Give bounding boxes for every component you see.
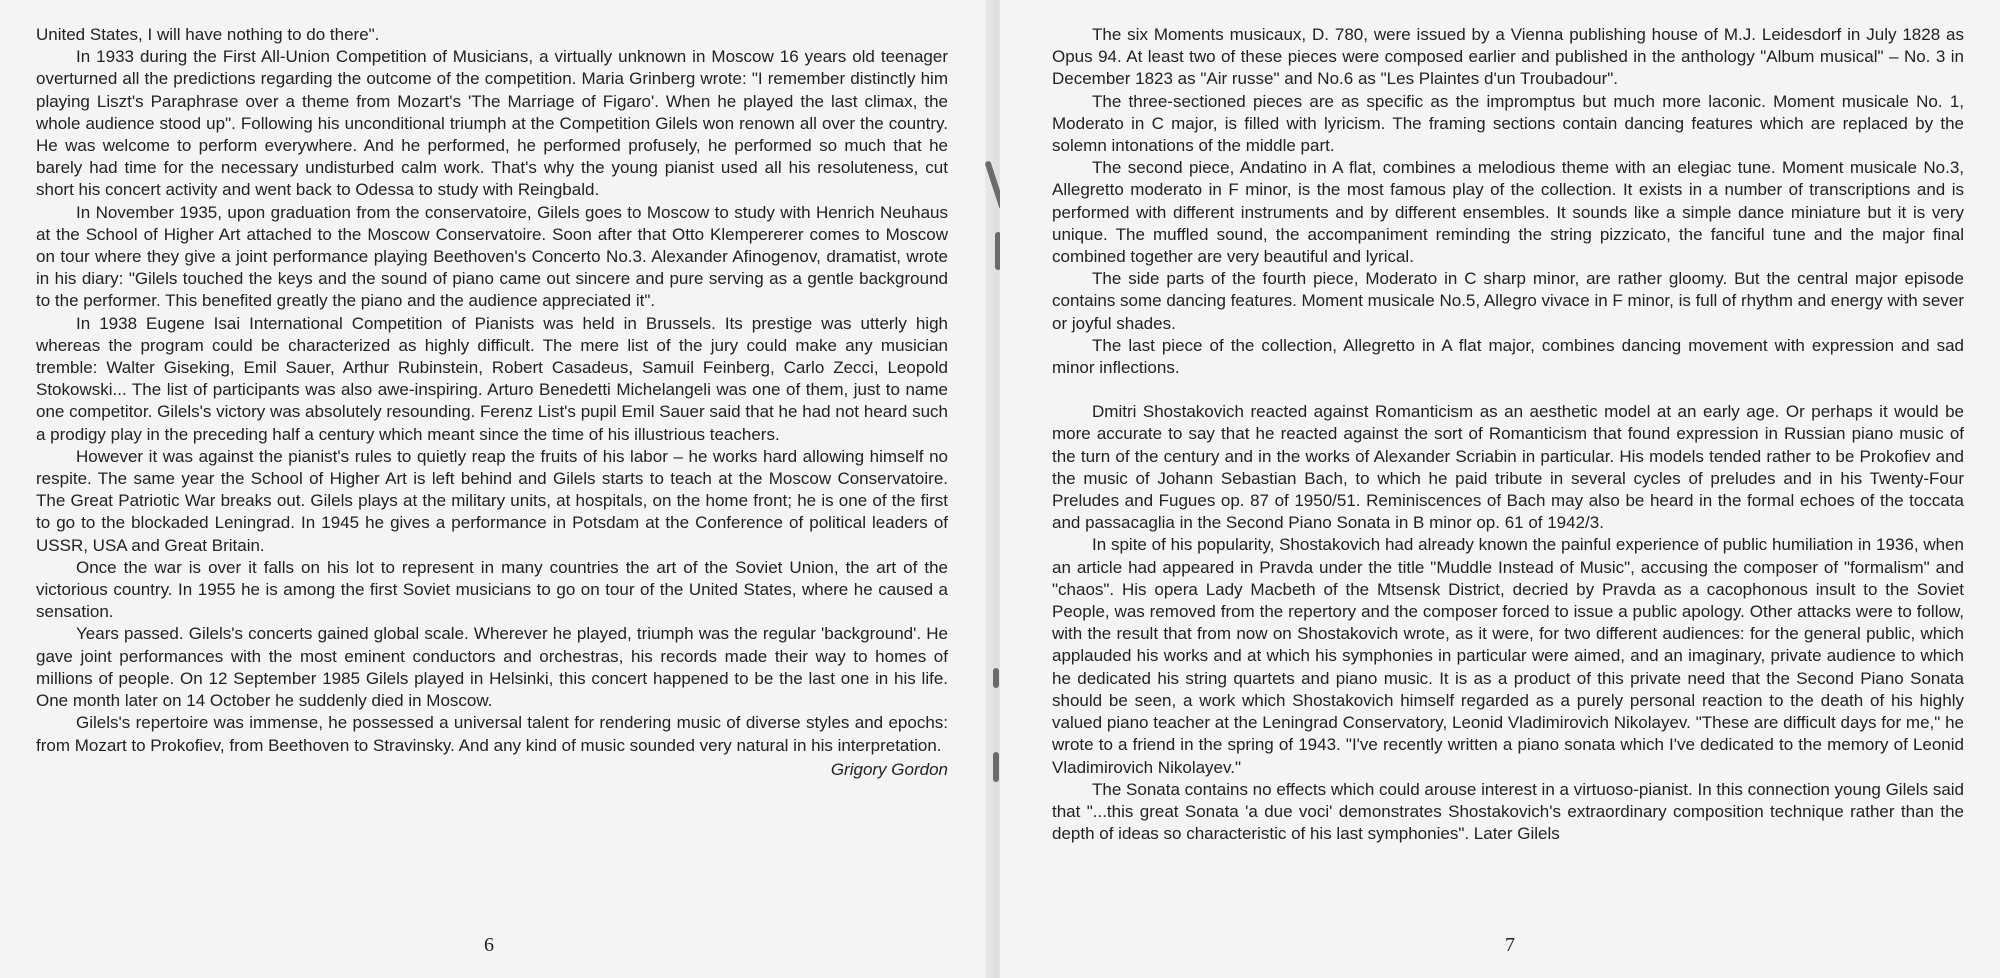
paragraph: However it was against the pianist's rules to quietly reap the fruits of his labor – he works hard allowing himself no respite. The same year the School of Higher Art is left behind and Gilels starts to teach at the Moscow Conservatoire. The Great Patriotic War breaks out. Gilels plays at the military units, at hospitals, on the home front; he is one of the first to go to the blockaded Leningrad. In 1945 he gives a performance in Potsdam at the Conference of political leaders of USSR, USA and Great Britain. <box>36 446 948 555</box>
paragraph: The last piece of the collection, Allegretto in A flat major, combines dancing movement with expression and sad minor inflections. <box>1052 335 1964 378</box>
author-signature: Grigory Gordon <box>830 759 948 779</box>
paragraph: In spite of his popularity, Shostakovich had already known the painful experience of public humiliation in 1936, when an article had appeared in Pravda under the title "Muddle Instead of Music", accusing the composer of "formalism" and "chaos". His opera Lady Macbeth of the Mtsensk District, decried by Pravda as a cacophonous insult to the Soviet People, was removed from the repertory and the composer forced to issue a public apology. Other attacks were to follow, with the result that from now on Shostakovich wrote, as it were, for two different audiences: for the general public, which applauded his works and at which his symphonies in particular were aimed, and an imaginary, private audience to which he dedicated his string quartets and piano music. It is as a product of this private need that the Second Piano Sonata should be seen, a work which Shostakovich himself regarded as a purely personal reaction to the death of his highly valued piano teacher at the Leningrad Conservatory, Leonid Vladimirovich Nikolayev. "These are difficult days for me," he wrote to a friend in the spring of 1943. "I've recently written a piano sonata which I've dedicated to the memory of Leonid Vladimirovich Nikolayev." <box>1052 535 1964 777</box>
paragraph: Dmitri Shostakovich reacted against Romanticism as an aesthetic model at an early age. Or perhaps it would be more accurate to say that he reacted against the sort of Romanticism that found expression in Russian piano music of the turn of the century and in the works of Alexander Scriabin in particular. His models tended rather to be Prokofiev and the music of Johann Sebastian Bach, to which he paid tribute in several cycles of preludes and in his Twenty-Four Preludes and Fugues op. 87 of 1950/51. Reminiscences of Bach may also be heard in the formal echoes of the toccata and passacaglia in the Second Piano Sonata in B minor op. 61 of 1942/3. <box>1052 402 1964 533</box>
paragraph: The six Moments musicaux, D. 780, were issued by a Vienna publishing house of M.J. Leidesdorf in July 1828 as Opus 94. At least two of these pieces were composed earlier and published in the anthology "Album musical" – No. 3 in December 1823 as "Air russe" and No.6 as "Les Plaintes d'un Troubadour". <box>1052 25 1964 89</box>
paragraph: In November 1935, upon graduation from the conservatoire, Gilels goes to Moscow to study with Henrich Neuhaus at the School of Higher Art attached to the Moscow Conservatoire. Soon after that Otto Klempererer comes to Moscow on tour where they give a joint performance playing Beethoven's Concerto No.3. Alexander Afinogenov, dramatist, wrote in his diary: "Gilels touched the keys and the sound of piano came out sincere and pure serving as a gentle background to the performer. This benefited greatly the piano and the audience appreciated it". <box>36 202 948 311</box>
staple <box>993 668 999 688</box>
paragraph: The Sonata contains no effects which could arouse interest in a virtuoso-pianist. In this connection young Gilels said that "...this great Sonata 'a due voci' demonstrates Shostakovich's extraordinary composition technique rather than the depth of ideas so characteristic of his last symphonies". Later Gilels <box>1052 779 1964 844</box>
left-page-text <box>36 24 948 781</box>
staple <box>993 752 999 782</box>
page-number: 6 <box>484 934 494 956</box>
paragraph: The side parts of the fourth piece, Moderato in C sharp minor, are rather gloomy. But the central major episode contains some dancing features. Moment musicale No.5, Allegro vivace in F minor, is full of rhythm and energy with sever or joyful shades. <box>1052 269 1964 333</box>
paragraph: In 1938 Eugene Isai International Competition of Pianists was held in Brussels. Its prestige was utterly high whereas the program could be characterized as highly difficult. The mere list of the jury could make any musician tremble: Walter Giseking, Emil Sauer, Arthur Rubinstein, Robert Casadeus, Samuil Feinberg, Carlo Zecci, Leopold Stokowski... The list of participants was also awe-inspiring. Arturo Benedetti Michelangeli was one of them, just to name one competitor. Gilels's victory was absolutely resounding. Ferenz List's pupil Emil Sauer said that he had not heard such a prodigy play in the preceding half a century which meant since the time of his illustrious teachers. <box>36 313 948 444</box>
paragraph: Gilels's repertoire was immense, he possessed a universal talent for rendering music of diverse styles and epochs: from Mozart to Prokofiev, from Beethoven to Stravinsky. And any kind of music sounded very natural in his interpretation. <box>36 713 948 755</box>
paragraph: Years passed. Gilels's concerts gained global scale. Wherever he played, triumph was the regular 'background'. He gave joint performances with the most eminent conductors and orchestras, his records made their way to homes of millions of people. On 12 September 1985 Gilels played in Helsinki, this concert happened to be the last one in his life. One month later on 14 October he suddenly died in Moscow. <box>36 624 948 711</box>
right-page <box>1000 0 2000 978</box>
paragraph: The three-sectioned pieces are as specific as the impromptus but much more laconic. Moment musicale No. 1, Moderato in C major, is filled with lyricism. The framing sections contain dancing features which are replaced by the solemn intonations of the middle part. <box>1052 91 1964 156</box>
right-page-text <box>1052 24 1964 845</box>
paragraph: In 1933 during the First All-Union Competition of Musicians, a virtually unknown in Moscow 16 years old teenager overturned all the predictions regarding the outcome of the competition. Maria Grinberg wrote: "I remember distinctly him playing Liszt's Paraphrase over a theme from Mozart's 'The Marriage of Figaro'. When he played the last climax, the whole audience stood up". Following his unconditional triumph at the Competition Gilels won renown all over the country. He was welcome to perform everywhere. And he performed, he performed profusely, he performed so much that he barely had time for the necessary undisturbed calm work. That's why the young pianist used all his resoluteness, cut short his concert activity and went back to Odessa to study with Reingbald. <box>36 47 948 200</box>
page-number: 7 <box>1505 934 1515 956</box>
paragraph: The second piece, Andatino in A flat, combines a melodious theme with an elegiac tune. Moment musicale No.3, Allegretto moderato in F minor, is the most famous play of the collection. It exists in a number of transcriptions and is performed with different instruments and by different ensembles. It sounds like a simple dance miniature but it is very unique. The muffled sound, the accompaniment reminding the string pizzicato, the fanciful tune and the major final combined together are very beautiful and lyrical. <box>1052 158 1964 267</box>
left-page <box>0 0 990 978</box>
paragraph: United States, I will have nothing to do there". <box>36 25 380 44</box>
paragraph: Once the war is over it falls on his lot to represent in many countries the art of the Soviet Union, the art of the victorious country. In 1955 he is among the first Soviet musicians to go on tour of the United States, where he caused a sensation. <box>36 557 948 622</box>
